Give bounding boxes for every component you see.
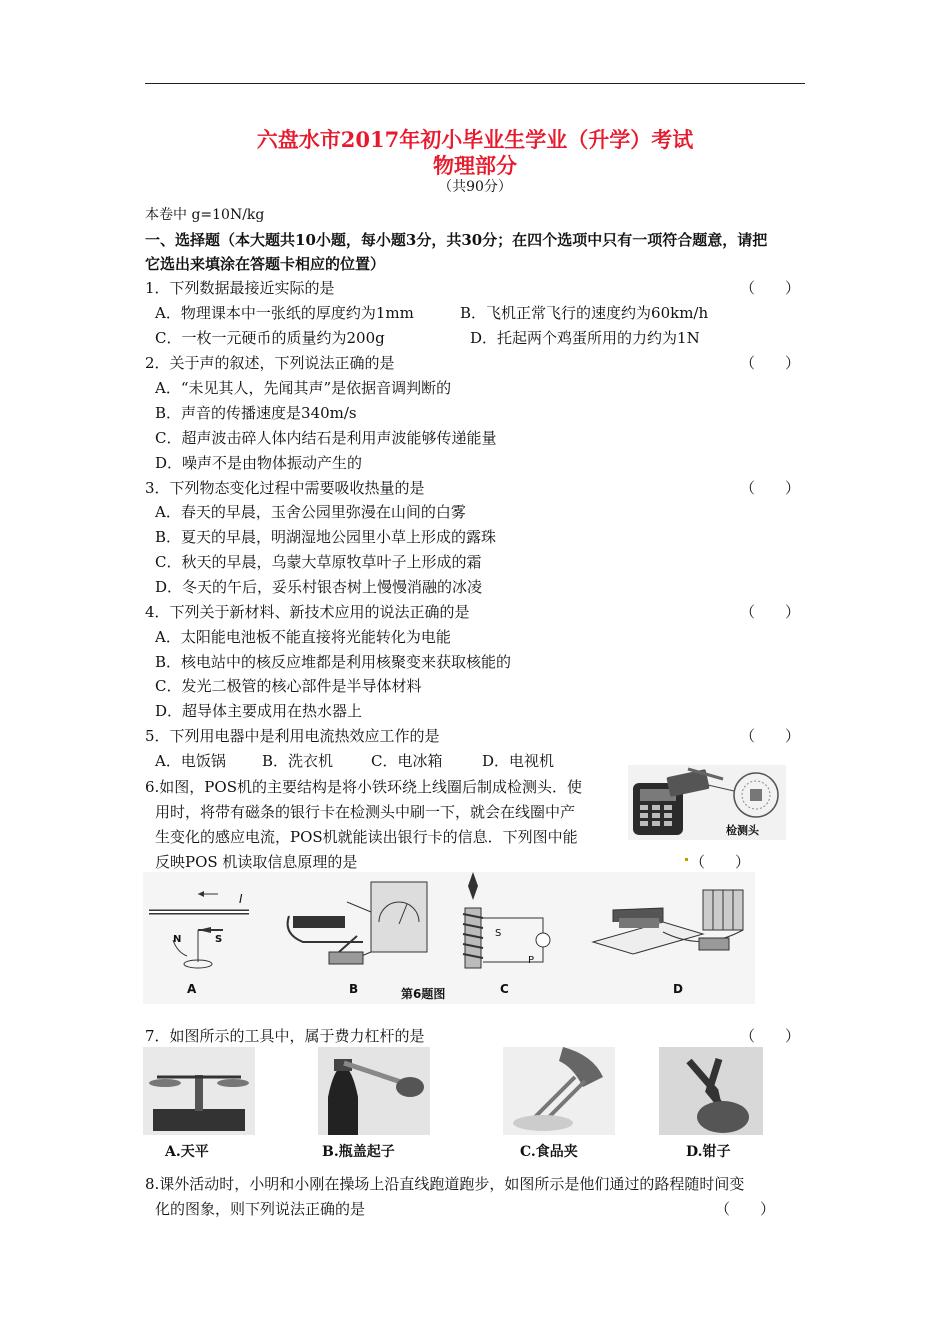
tool-caption-a: A.天平 [165,1144,209,1160]
tool-food-tongs-image [503,1047,615,1135]
tool-pliers-image [659,1047,763,1135]
option: A．“未见其人，先闻其声”是依据音调判断的 [155,379,452,397]
question-8-stem: 化的图象，则下列说法正确的是 [155,1200,366,1218]
question-6-stem: 反映POS 机读取信息原理的是 [155,853,358,871]
pole-mark: S [215,934,223,945]
question-3-stem: 3．下列物态变化过程中需要吸收热量的是 [145,479,425,497]
question-8-stem: 8.课外活动时，小明和小刚在操场上沿直线跑道跑步，如图所示是他们通过的路程随时间变 [145,1175,745,1193]
option: C．电冰箱 [371,752,443,770]
tool-caption-d: D.钳子 [686,1144,731,1160]
section-heading-cont: 它选出来填涂在答题卡相应的位置） [145,255,386,273]
question-5-stem: 5．下列用电器中是利用电流热效应工作的是 [145,727,440,745]
current-mark: I [239,892,243,906]
answer-paren: （ ） [740,727,801,745]
option: B．核电站中的核反应堆都是利用核聚变来获取核能的 [155,653,512,671]
answer-paren: （ ） [740,479,801,497]
answer-paren: （ ） [715,1200,776,1218]
option: A．电饭锅 [155,752,226,770]
slider-mark: P [528,955,535,966]
pos-machine-illustration [628,765,786,840]
question-2-stem: 2．关于声的叙述，下列说法正确的是 [145,354,395,372]
option: B．声音的传播速度是340m/s [155,404,357,422]
option: C．超声波击碎人体内结石是利用声波能够传递能量 [155,429,497,447]
option: A．春天的早晨，玉舍公园里弥漫在山间的白雾 [155,503,466,521]
question-6-stem: 6.如图，POS机的主要结构是将小铁环绕上线圈后制成检测头．使 [145,778,582,796]
figure-label-b: B [349,982,359,996]
top-rule [145,83,805,84]
diagram-c [463,872,550,968]
question-6-stem: 用时，将带有磁条的银行卡在检测头中刷一下，就会在线圈中产 [155,803,576,821]
switch-mark: S [495,928,502,939]
speck [685,858,688,861]
pos-head-label: 检测头 [726,824,759,837]
option: A．太阳能电池板不能直接将光能转化为电能 [155,628,451,646]
tool-caption-b: B.瓶盖起子 [322,1144,395,1160]
question-7-stem: 7．如图所示的工具中，属于费力杠杆的是 [145,1027,425,1045]
option: B．夏天的早晨，明湖湿地公园里小草上形成的露珠 [155,528,497,546]
total-score: （共90分） [438,179,512,195]
question-6-stem: 生变化的感应电流，POS机就能读出银行卡的信息．下列图中能 [155,828,578,846]
option: B．洗衣机 [262,752,334,770]
option: D．冬天的午后，妥乐村银杏树上慢慢消融的冰凌 [155,578,483,596]
figure-label-a: A [187,982,197,996]
tool-caption-c: C.食品夹 [520,1144,578,1160]
answer-paren: （ ） [740,354,801,372]
exam-title: 六盘水市2017年初小毕业生学业（升学）考试 [256,127,694,152]
answer-paren: （ ） [740,603,801,621]
diagram-b [288,882,427,964]
tool-balance-image [143,1047,255,1135]
question-1-stem: 1．下列数据最接近实际的是 [145,279,335,297]
question-6-diagrams [143,872,755,1004]
option: C．秋天的早晨，乌蒙大草原牧草叶子上形成的霜 [155,553,482,571]
option: C．一枚一元硬币的质量约为200g [155,329,385,347]
figure-label-c: C [500,982,509,996]
option: D．超导体主要成用在热水器上 [155,702,363,720]
section-heading: 一、选择题（本大题共10小题，每小题3分，共30分；在四个选项中只有一项符合题意，请把 [145,231,768,249]
figure-caption: 第6题图 [401,987,446,1001]
option: B．飞机正常飞行的速度约为60km/h [460,304,709,322]
question-6-figure [143,872,755,1004]
answer-paren: （ ） [740,1027,801,1045]
answer-paren: （ ） [740,279,801,297]
option: D．噪声不是由物体振动产生的 [155,454,363,472]
gravity-note: 本卷中 g=10N/kg [145,207,265,223]
figure-label-d: D [673,982,683,996]
diagram-d [593,890,743,954]
diagram-a [149,891,249,968]
question-4-stem: 4．下列关于新材料、新技术应用的说法正确的是 [145,603,470,621]
pos-machine-figure [628,765,786,840]
exam-subtitle: 物理部分 [433,153,517,178]
tool-bottle-opener-image [318,1047,430,1135]
option: C．发光二极管的核心部件是半导体材料 [155,677,422,695]
pole-mark: N [173,934,182,945]
answer-paren: （ ） [690,853,751,871]
option: D．托起两个鸡蛋所用的力约为1N [470,329,700,347]
option: D．电视机 [482,752,555,770]
option: A．物理课本中一张纸的厚度约为1mm [155,304,414,322]
